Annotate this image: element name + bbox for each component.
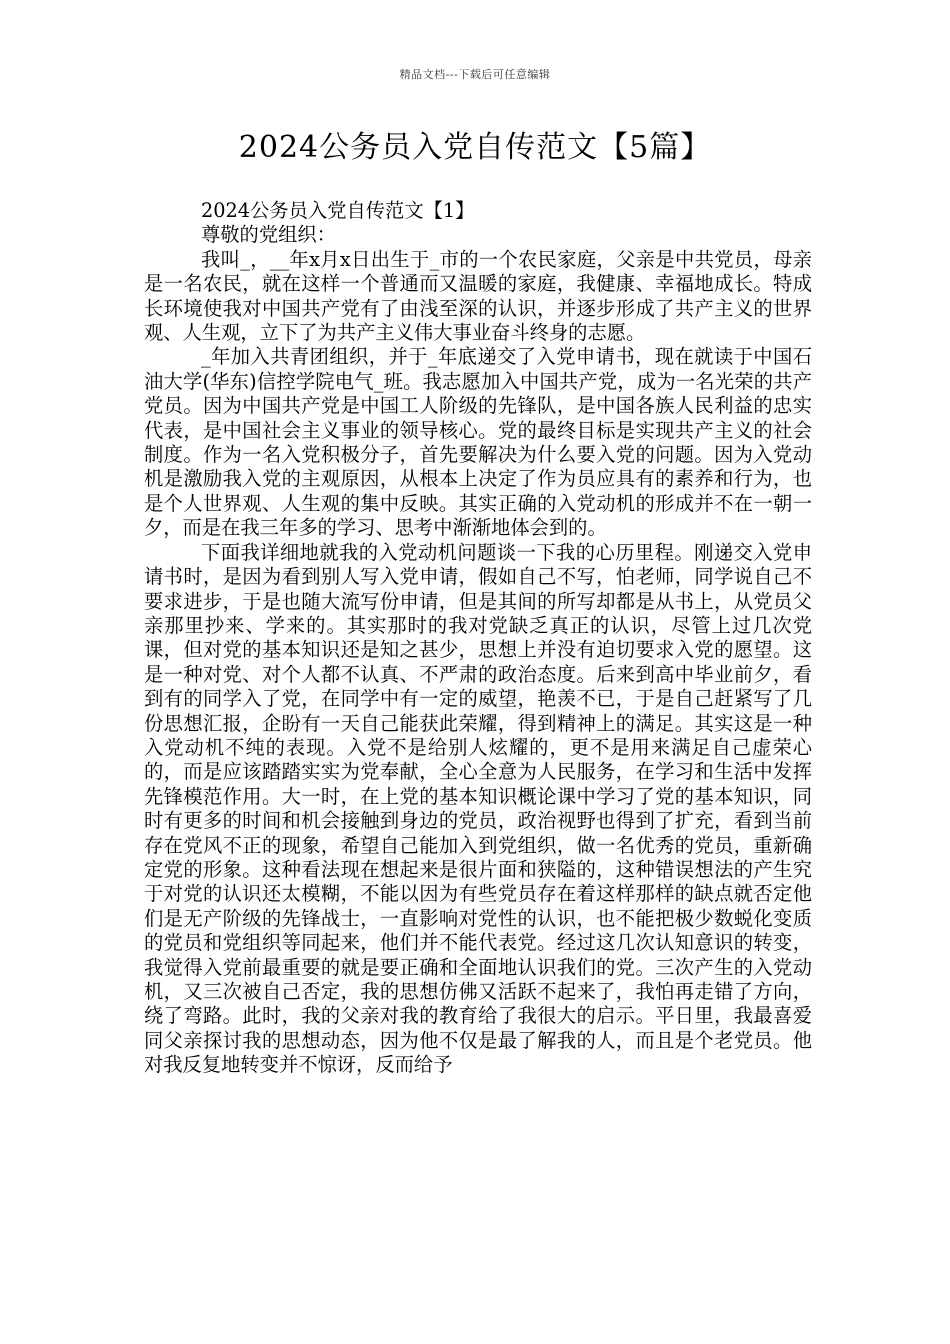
body-paragraph-1: 我叫_，__年x月x日出生于_市的一个农民家庭，父亲是中共党员，母亲是一名农民，就在这样一个普通而又温暖的家庭，我健康、幸福地成长。特成长环境使我对中国共产党有了由浅至深的认识，并逐步形成了共产主义的世界观、人生观，立下了为共产主义伟大事业奋斗终身的志愿。	[144, 247, 812, 345]
document-title: 2024公务员入党自传范文【5篇】	[238, 130, 712, 165]
body-paragraph-3: 下面我详细地就我的入党动机问题谈一下我的心历里程。刚递交入党申请书时，是因为看到别人写入党申请，假如自己不写，怕老师，同学说自己不要求进步，于是也随大流写份申请，但是其间的所写却都是从书上，从党员父亲那里抄来、学来的。其实那时的我对党缺乏真正的认识，尽管上过几次党课，但对党的基本知识还是知之甚少，思想上并没有迫切要求入党的愿望。这是一种对党、对个人都不认真、不严肃的政治态度。后来到高中毕业前夕，看到有的同学入了党，在同学中有一定的威望，艳羡不已，于是自己赶紧写了几份思想汇报，企盼有一天自己能获此荣耀，得到精神上的满足。其实这是一种入党动机不纯的表现。入党不是给别人炫耀的，更不是用来满足自己虚荣心的，而是应该踏踏实实为党奉献，全心全意为人民服务，在学习和生活中发挥先锋模范作用。大一时，在上党的基本知识概论课中学习了党的基本知识，同时有更多的时间和机会接触到身边的党员，政治视野也得到了扩充，看到当前存在党风不正的现象，希望自己能加入到党组织，做一名优秀的党员，重新确定党的形象。这种看法现在想起来是很片面和狭隘的，这种错误想法的产生究于对党的认识还太模糊，不能以因为有些党员存在着这样那样的缺点就否定他们是无产阶级的先锋战士，一直影响对党性的认识，也不能把极少数蜕化变质的党员和党组织等同起来，他们并不能代表党。经过这几次认知意识的转变，我觉得入党前最重要的就是要正确和全面地认识我们的党。三次产生的入党动机，又三次被自己否定，我的思想仿佛又活跃不起来了，我怕再走错了方向，绕了弯路。此时，我的父亲对我的教育给了我很大的启示。平日里，我最喜爱同父亲探讨我的思想动态，因为他不仅是最了解我的人，而且是个老党员。他对我反复地转变并不惊讶，反而给予	[144, 540, 812, 1077]
salutation: 尊敬的党组织：	[201, 223, 336, 247]
section-title: 2024公务员入党自传范文【1】	[201, 199, 475, 222]
document-body	[144, 199, 812, 1078]
page-header-note: 精品文档---下载后可任意编辑	[399, 68, 551, 81]
body-paragraph-2: _年加入共青团组织，并于_年底递交了入党申请书，现在就读于中国石油大学(华东)信控学院电气_班。我志愿加入中国共产党，成为一名光荣的共产党员。因为中国共产党是中国工人阶级的先锋队，是中国各族人民利益的忠实代表，是中国社会主义事业的领导核心。党的最终目标是实现共产主义的社会制度。作为一名入党积极分子，首先要解决为什么要入党的问题。因为入党动机是激励我入党的主观原因，从根本上决定了作为员应具有的素养和行为，也是个人世界观、人生观的集中反映。其实正确的入党动机的形成并不在一朝一夕，而是在我三年多的学习、思考中渐渐地体会到的。	[144, 345, 812, 540]
